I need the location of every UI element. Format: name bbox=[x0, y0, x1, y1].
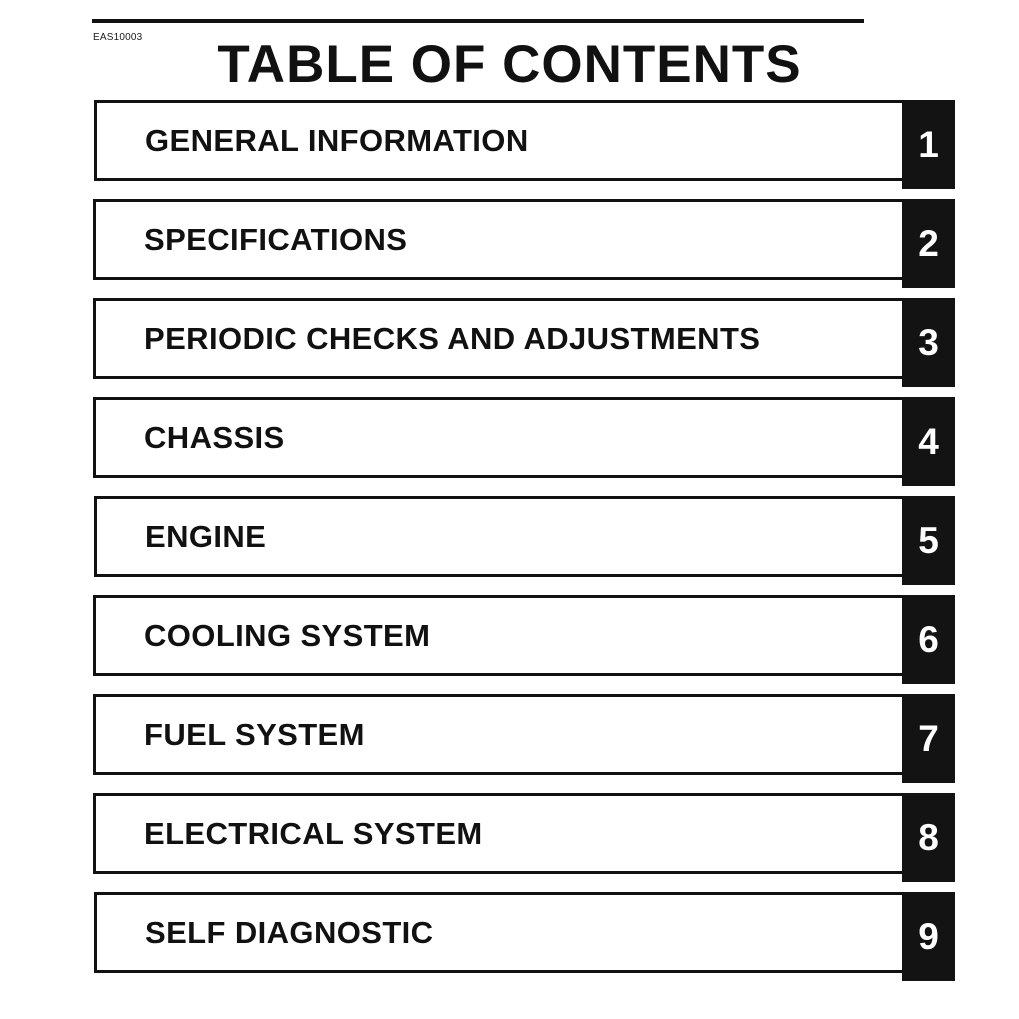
toc-entry-tab bbox=[902, 694, 955, 783]
toc-entry-number: 2 bbox=[918, 223, 939, 264]
toc-entry-number: 5 bbox=[918, 520, 939, 561]
toc-entry-box bbox=[93, 199, 906, 280]
toc-entry-label: COOLING SYSTEM bbox=[144, 617, 431, 653]
toc-entry-label: SPECIFICATIONS bbox=[144, 221, 408, 257]
toc-entry-number: 3 bbox=[918, 322, 939, 363]
toc-entry-tab bbox=[902, 793, 955, 882]
toc-entry-tab bbox=[902, 595, 955, 684]
toc-entry-label: GENERAL INFORMATION bbox=[145, 122, 529, 158]
toc-entry-number: 9 bbox=[918, 916, 939, 957]
toc-entry-tab bbox=[902, 298, 955, 387]
toc-entry-tab bbox=[902, 892, 955, 981]
toc-entry-tab bbox=[902, 199, 955, 288]
toc-entry-box bbox=[93, 694, 906, 775]
toc-entry-number: 6 bbox=[918, 619, 939, 660]
toc-entry-general-information[interactable] bbox=[93, 100, 955, 189]
toc-entry-label: CHASSIS bbox=[144, 419, 285, 455]
header-rule bbox=[92, 19, 864, 23]
toc-entry-specifications[interactable] bbox=[93, 199, 955, 288]
toc-entry-tab bbox=[902, 397, 955, 486]
toc-entry-engine[interactable] bbox=[93, 496, 955, 585]
toc-entry-electrical-system[interactable] bbox=[93, 793, 955, 882]
toc-entry-chassis[interactable] bbox=[93, 397, 955, 486]
toc-entry-box bbox=[94, 496, 907, 577]
page-title: TABLE OF CONTENTS bbox=[217, 35, 802, 94]
toc-entry-label: SELF DIAGNOSTIC bbox=[145, 914, 434, 950]
toc-entry-label: PERIODIC CHECKS AND ADJUSTMENTS bbox=[144, 320, 761, 356]
toc-entry-number: 7 bbox=[918, 718, 939, 759]
toc-entry-box bbox=[94, 892, 907, 973]
toc-entry-self-diagnostic[interactable] bbox=[93, 892, 955, 981]
toc-entry-label: FUEL SYSTEM bbox=[144, 716, 365, 752]
toc-entry-label: ELECTRICAL SYSTEM bbox=[144, 815, 483, 851]
toc-entry-box bbox=[94, 100, 907, 181]
table-of-contents bbox=[93, 100, 955, 991]
toc-entry-box bbox=[93, 397, 906, 478]
toc-entry-tab bbox=[902, 496, 955, 585]
toc-entry-box bbox=[93, 595, 906, 676]
toc-entry-box bbox=[93, 793, 906, 874]
toc-entry-fuel-system[interactable] bbox=[93, 694, 955, 783]
toc-entry-cooling-system[interactable] bbox=[93, 595, 955, 684]
toc-entry-number: 1 bbox=[918, 124, 939, 165]
toc-entry-number: 4 bbox=[918, 421, 939, 462]
toc-entry-periodic-checks-and-adjustments[interactable] bbox=[93, 298, 955, 387]
toc-entry-label: ENGINE bbox=[145, 518, 267, 554]
document-code: EAS10003 bbox=[93, 32, 143, 43]
toc-entry-tab bbox=[902, 100, 955, 189]
toc-entry-box bbox=[93, 298, 906, 379]
toc-entry-number: 8 bbox=[918, 817, 939, 858]
